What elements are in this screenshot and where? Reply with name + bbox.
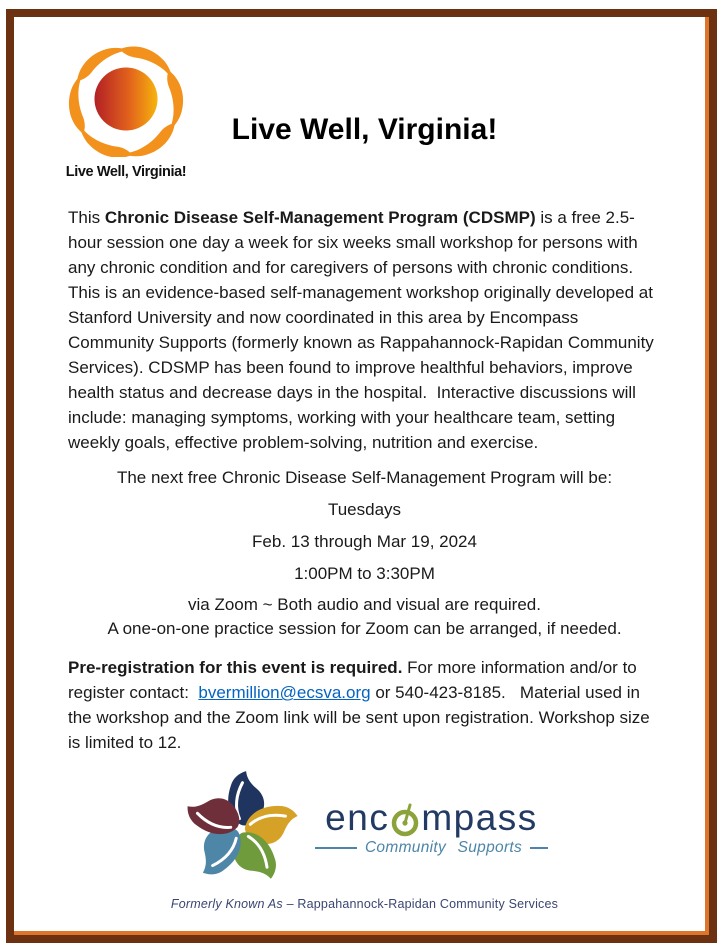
program-name-bold: Chronic Disease Self-Management Program (CDSMP) (104, 208, 536, 227)
encompass-tagline (315, 839, 548, 857)
tagline-dash-right (530, 847, 548, 849)
registration-paragraph (68, 655, 661, 755)
wordmark-right: mpass (421, 797, 538, 838)
page-title: Live Well, Virginia! (231, 113, 498, 146)
email-link[interactable]: bvermillion@ecsva.org (198, 683, 371, 702)
zoom-requirement-line: via Zoom ~ Both audio and visual are required. (188, 595, 541, 614)
schedule-day: Tuesdays (327, 500, 402, 519)
pinwheel-icon (181, 767, 301, 889)
intro-lead: This (68, 208, 105, 227)
registration-before-email: For more information and/or to register contact: (68, 658, 637, 702)
flyer-page-border (6, 9, 717, 943)
schedule-time: 1:00PM to 3:30PM (294, 564, 435, 583)
footer (68, 767, 661, 911)
live-well-logo (60, 41, 192, 180)
wordmark-left: enc (325, 797, 390, 838)
encompass-wordmark (315, 799, 548, 857)
live-well-caption: Live Well, Virginia! (65, 164, 187, 180)
compass-o-icon (390, 801, 420, 837)
formerly-rest: – Rappahannock-Rapidan Community Services (282, 897, 559, 911)
zoom-practice-line: A one-on-one practice session for Zoom can be arranged, if needed. (107, 619, 622, 638)
encompass-logo (68, 767, 661, 889)
schedule-dates: Feb. 13 through Mar 19, 2024 (252, 532, 477, 551)
tagline-dash-left (315, 847, 357, 849)
formerly-italic: Formerly Known As (170, 897, 283, 911)
preregistration-bold: Pre-registration for this event is required. (68, 658, 403, 677)
flyer-content (14, 17, 709, 935)
sun-center (94, 67, 157, 130)
schedule-section (68, 465, 661, 641)
tagline-text: Community Supports (364, 839, 523, 856)
header (65, 33, 661, 193)
registration-after-email: or 540-423-8185. Material used in the workshop and the Zoom link will be sent upon registration. Workshop size is limited to 12. (68, 683, 650, 752)
formerly-known-as-line (68, 897, 661, 911)
schedule-heading: The next free Chronic Disease Self-Management Program will be: (116, 468, 613, 487)
intro-rest: is a free 2.5-hour session one day a week for six weeks small workshop for persons with any chronic condition and for caregivers of persons with chronic conditions. This is an evidence-based self-management workshop originally developed at Stanford University and now coordinated in this area by Encompass Community Supports (formerly known as Rappahannock-Rapidan Community Services). CDSMP has been found to improve healthful behaviors, improve health status and decrease days in the hospital. Interactive discussions will include: managing symptoms, working with your healthcare team, setting weekly goals, effective problem-solving, nutrition and exercise. (68, 208, 654, 452)
live-well-swirl-icon (65, 41, 187, 157)
intro-paragraph (68, 205, 661, 455)
